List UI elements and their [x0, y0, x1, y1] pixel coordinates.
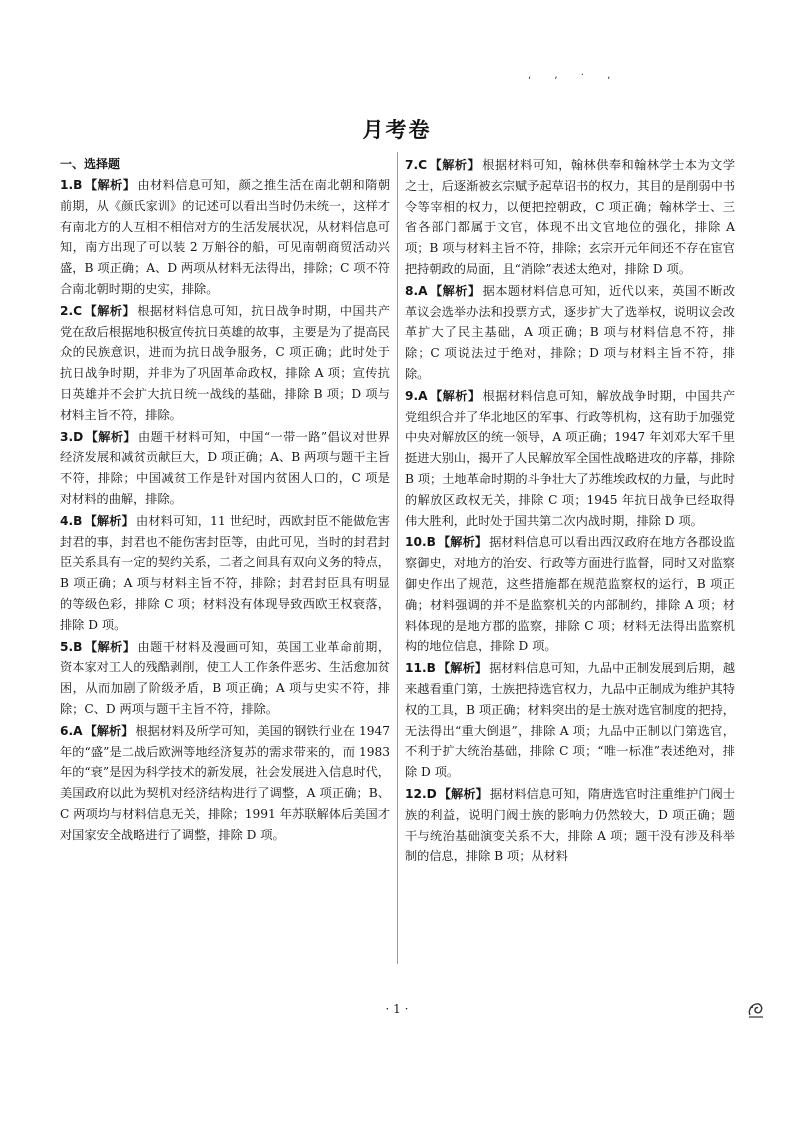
- question-11: [405, 658, 735, 783]
- analysis-tag: 【解析】: [438, 786, 488, 801]
- analysis-tag: 【解析】: [85, 429, 136, 444]
- analysis-tag: 【解析】: [437, 661, 488, 676]
- analysis-text: 根据材料信息可知，解放战争时期，中国共产党组织合并了华北地区的军事、行政等机构，这有助于加强党中央对解放区的统一领导，A 项正确；1947 年刘邓大军千里挺进大别山，揭开了人民解放军全国性战略进攻的序幕，排除 B 项；土地革命时期的斗争壮大了苏维埃政权的力量，与此时的解放区政权无关，排除 C 项；1945 年抗日战争已经取得伟大胜利，此时处于国共第二次内战时期，排除 D 项。: [405, 388, 736, 528]
- analysis-tag: 【解析】: [429, 283, 481, 298]
- question-7: [405, 155, 735, 280]
- analysis-text: 根据材料可知，翰林供奉和翰林学士本为文学之士，后逐渐被玄宗赋予起草诏书的权力，其目的是削弱中书令等宰相的权力，以便把控朝政，C 项正确；翰林学士、三省各部门都属于文官，体现不出文官地位的强化，排除 A 项；B 项与材料主旨不符，排除；玄宗开元年间还不存在宦官把持朝政的局面，且“消除”表述太绝对，排除 D 项。: [405, 158, 736, 276]
- publisher-logo-icon: [746, 1001, 766, 1019]
- question-number: 12.: [405, 786, 427, 801]
- scan-marks: , , · ,: [528, 70, 621, 81]
- answer-letter: B: [73, 178, 83, 192]
- analysis-tag: 【解析】: [429, 388, 481, 403]
- question-number: 4.: [60, 513, 74, 528]
- answer-letter: B: [73, 513, 83, 528]
- answer-letter: A: [418, 283, 428, 298]
- question-number: 7.: [405, 158, 419, 172]
- right-column: [405, 155, 735, 867]
- analysis-text: 根据材料及所学可知，美国的钢铁行业在 1947 年的“盛”是二战后欧洲等地经济复苏的需求带来的，而 1983 年的“衰”是因为科学技术的新发展，社会发展进入信息时代，美国政府以此为契机对经济结构进行了调整，A 项正确；B、C 两项均与材料信息无关，排除；1991 年苏联解体后美国才对国家安全战略进行了调整，排除 D 项。: [60, 723, 391, 842]
- analysis-tag: 【解析】: [84, 639, 136, 654]
- question-number: 8.: [405, 283, 419, 298]
- analysis-text: 由题干材料可知，中国“一带一路”倡议对世界经济发展和减贫贡献巨大，D 项正确；A、B 两项与题干主旨不符，排除；中国减贫工作是针对国内贫困人口的，C 项是对材料的曲解，排除。: [60, 429, 390, 506]
- analysis-tag: 【解析】: [429, 158, 481, 172]
- answer-letter: C: [418, 158, 428, 172]
- answer-letter: C: [73, 303, 83, 318]
- analysis-text: 据材料信息可知，隋唐选官时注重维护门阀士族的利益，说明门阀士族的影响力仍然较大，D 项正确；题干与统治基础演变关系不大，排除 A 项；题干没有涉及科举制的信息，排除 B 项；从材料: [405, 786, 736, 864]
- question-number: 9.: [405, 388, 419, 403]
- question-number: 3.: [60, 429, 74, 444]
- analysis-tag: 【解析】: [437, 535, 488, 550]
- analysis-text: 据材料信息可知，九品中正制发展到后期，越来越看重门第，士族把持选官权力，九品中正制成为维护其特权的工具，B 项正确；材料突出的是士族对选官制度的把持，无法得出“重大倒退”，排除 A 项；九品中正制以门第选官，不利于扩大统治基础，排除 C 项；“唯一标准”表述绝对，排除 D 项。: [405, 661, 736, 780]
- question-number: 11.: [405, 661, 427, 676]
- question-6: [60, 721, 390, 846]
- question-number: 2.: [60, 303, 74, 318]
- answer-letter: A: [73, 723, 83, 738]
- page-number: · 1 ·: [385, 1002, 409, 1016]
- analysis-tag: 【解析】: [84, 723, 134, 738]
- question-3: [60, 427, 390, 510]
- question-12: [405, 784, 735, 867]
- analysis-tag: 【解析】: [84, 513, 134, 528]
- question-10: [405, 532, 735, 657]
- column-divider: [397, 152, 398, 964]
- question-number: 5.: [60, 639, 74, 654]
- analysis-text: 由材料信息可知，颜之推生活在南北朝和隋朝前期，从《颜氏家训》的记述可以看出当时仍未统一，这样才有南北方的人互相不相信对方的生活发展状况，从材料信息可知，南方出现了可以装 2 万斛谷的船，可见南朝商贸活动兴盛，B 项正确；A、D 两项从材料无法得出，排除；C 项不符合南北朝时期的史实，排除。: [60, 178, 391, 296]
- answer-letter: B: [426, 535, 436, 550]
- section-heading: 一、选择题: [60, 157, 121, 171]
- analysis-text: 据材料信息可以看出西汉政府在地方各郡设监察御史，对地方的治安、行政等方面进行监督，同时又对监察御史作出了规范，这些措施都在规范监察权的运行，B 项正确；材料强调的并不是监察机关的内部制约，排除 A 项；材料体现的是地方郡的监察，排除 C 项；材料无法得出监察机构的地位信息，排除 D 项。: [405, 535, 736, 654]
- answer-letter: B: [426, 661, 436, 676]
- question-number: 1.: [60, 178, 74, 192]
- question-9: [405, 386, 735, 532]
- answer-letter: A: [418, 388, 428, 403]
- analysis-text: 由材料可知，11 世纪时，西欧封臣不能做危害封君的事，封君也不能伤害封臣等，由此可见，当时的封君封臣关系具有一定的契约关系，二者之间具有双向义务的特点，B 项正确；A 项与材料主旨不符，排除；封君封臣具有明显的等级色彩，排除 C 项；材料没有体现导致西欧王权衰落，排除 D 项。: [60, 513, 390, 632]
- left-column: [60, 155, 390, 846]
- question-8: [405, 281, 735, 385]
- analysis-tag: 【解析】: [84, 178, 136, 192]
- analysis-text: 据本题材料信息可知，近代以来，英国不断改革议会选举办法和投票方式，逐步扩大了选举权，说明议会改革扩大了民主基础，A 项正确；B 项与材料信息不符，排除；C 项说法过于绝对，排除；D 项与材料主旨不符，排除。: [405, 283, 736, 381]
- analysis-text: 由题干材料及漫画可知，英国工业革命前期，资本家对工人的残酷剥削，使工人工作条件恶劣、生活愈加贫困，从而加剧了阶级矛盾，B 项正确；A 项与史实不符，排除；C、D 两项与题干主旨不符，排除。: [60, 639, 391, 716]
- answer-letter: B: [73, 639, 83, 654]
- question-4: [60, 511, 390, 636]
- question-number: 10.: [405, 535, 427, 550]
- question-number: 6.: [60, 723, 74, 738]
- analysis-tag: 【解析】: [84, 303, 136, 318]
- analysis-text: 根据材料信息可知，抗日战争时期，中国共产党在敌后根据地积极宣传抗日英雄的故事，主要是为了提高民众的民族意识，进而为抗日战争服务，C 项正确；此时处于抗日战争时期，并非为了巩固革命政权，排除 A 项；宣传抗日英雄并不会扩大抗日统一战线的基础，排除 B 项；D 项与材料主旨不符，排除。: [60, 303, 391, 422]
- question-1: [60, 175, 390, 300]
- page-title: 月考卷: [362, 118, 432, 142]
- question-5: [60, 637, 390, 720]
- answer-letter: D: [73, 429, 84, 444]
- answer-letter: D: [426, 786, 437, 801]
- question-2: [60, 301, 390, 426]
